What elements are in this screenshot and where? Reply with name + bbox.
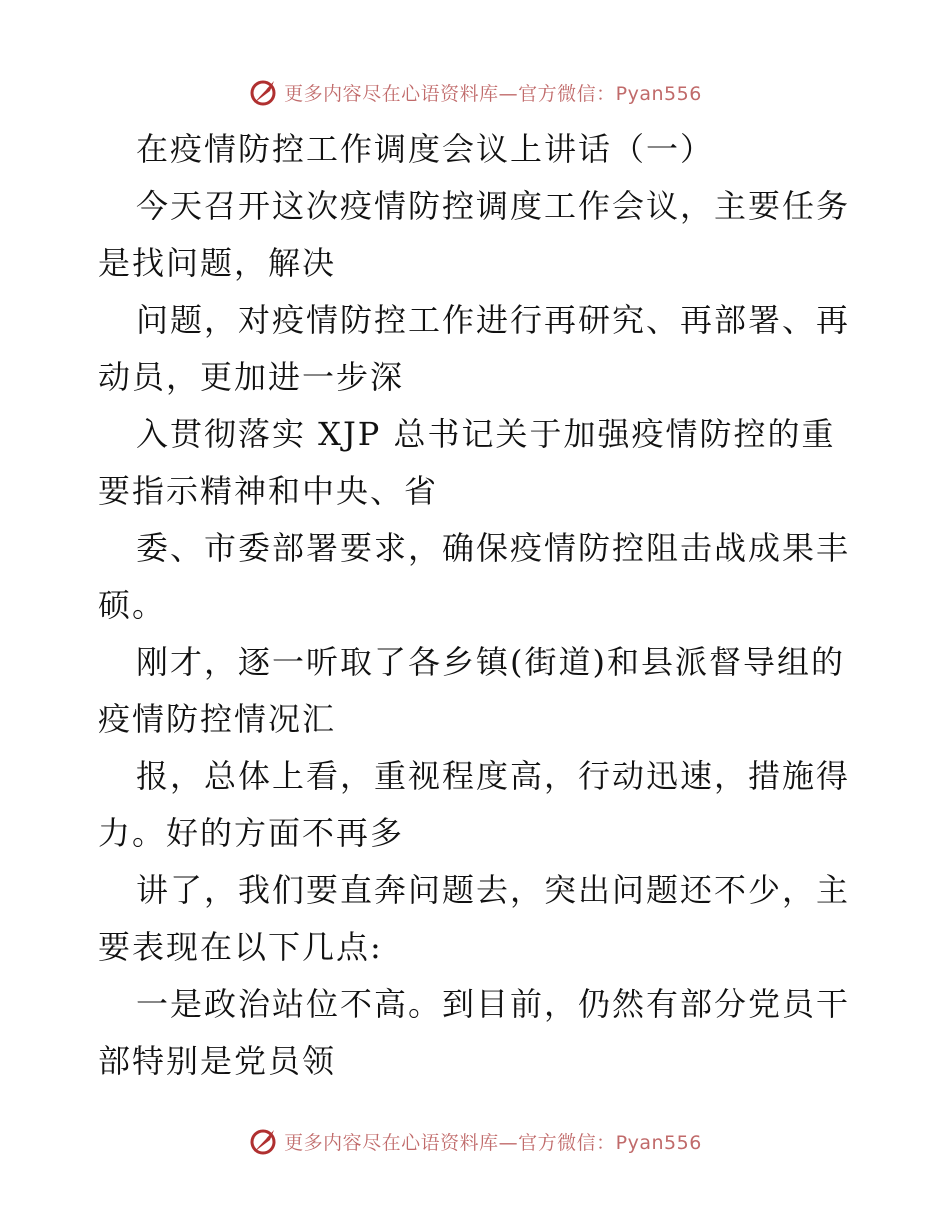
- footer-watermark: [0, 1121, 950, 1161]
- quill-logo-icon: [248, 77, 278, 107]
- paragraph-line: 要指示精神和中央、省: [98, 472, 439, 510]
- paragraph-line: 今天召开这次疫情防控调度工作会议，主要任务: [136, 187, 851, 225]
- document-body: [98, 121, 858, 1090]
- paragraph-line: 动员，更加进一步深: [98, 358, 405, 396]
- paragraph-line: 是找问题，解决: [98, 244, 337, 282]
- header-watermark: [0, 72, 950, 112]
- paragraph-line: 力。好的方面不再多: [98, 814, 405, 852]
- paragraph-line: 要表现在以下几点:: [98, 928, 383, 966]
- paragraph-line: 讲了，我们要直奔问题去，突出问题还不少，主: [136, 871, 851, 909]
- watermark-text: 更多内容尽在心语资料库—官方微信：Pyan556: [284, 1131, 702, 1154]
- document-title: 在疫情防控工作调度会议上讲话（一）: [136, 130, 715, 168]
- quill-logo-icon: [248, 1126, 278, 1156]
- paragraph-line: 刚才，逐一听取了各乡镇(街道)和县派督导组的: [136, 643, 845, 681]
- paragraph-line: 报，总体上看，重视程度高，行动迅速，措施得: [136, 757, 851, 795]
- paragraph-line: 入贯彻落实 XJP 总书记关于加强疫情防控的重: [136, 415, 836, 453]
- paragraph-line: 疫情防控情况汇: [98, 700, 337, 738]
- paragraph-line: 硕。: [98, 586, 167, 624]
- paragraph-line: 委、市委部署要求，确保疫情防控阻击战成果丰: [136, 529, 851, 567]
- paragraph-line: 一是政治站位不高。到目前，仍然有部分党员干: [136, 985, 851, 1023]
- watermark-text: 更多内容尽在心语资料库—官方微信：Pyan556: [284, 82, 702, 105]
- paragraph-line: 问题，对疫情防控工作进行再研究、再部署、再: [136, 301, 851, 339]
- paragraph-line: 部特别是党员领: [98, 1042, 337, 1080]
